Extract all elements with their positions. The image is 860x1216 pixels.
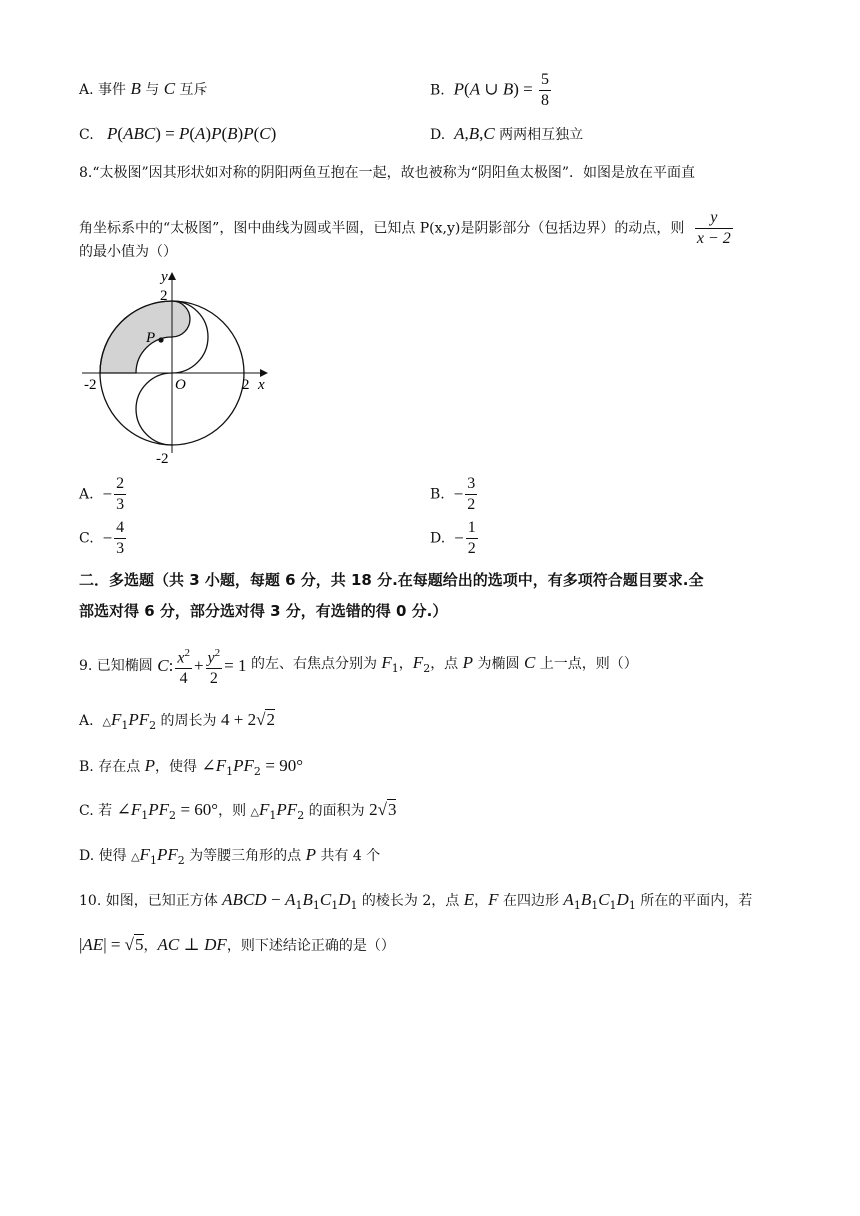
q8-line2: 角坐标系中的“太极图”，图中曲线为圆或半圆，已知点 P(x,y)是阴影部分（包括边界）的动点，则 $\frac{y}{x - 2}$	[79, 209, 731, 247]
q8-fraction: $\frac{y}{x - 2}$	[696, 209, 731, 247]
q8-line3: 的最小值为（）	[79, 244, 177, 260]
section2-heading-line2: 部选对得 6 分，部分选对得 3 分，有选错的得 0 分.）	[79, 602, 448, 620]
q9-option-c: C. 若 $\angle F_1PF_2 = 60^\circ$，则 $\triangle F_1PF_2$ 的面积为 2√3	[79, 800, 397, 822]
q9-option-d: D. 使得 $\triangle F_1PF_2$ 为等腰三角形的点 P 共有 4 个	[79, 845, 381, 867]
q8-option-a: A. − $\frac{2}{3}$	[79, 475, 125, 513]
taiji-figure	[78, 268, 278, 468]
q10-line2: |AE| = √5，AC ⊥ DF，则下述结论正确的是（）	[79, 935, 395, 954]
origin-label: O	[175, 377, 186, 393]
section2-heading-line1: 二．多选题（共 3 小题，每题 6 分，共 18 分.在每题给出的选项中，有多项符合题目要求.全	[79, 571, 704, 589]
q9-stem: 9. 已知椭圆 C: $\frac{x^2}{4}$ + $\frac{y^2}{2}$ = 1 的左、右焦点分别为 $F_1$，$F_2$，点 P 为椭圆 C 上一点，则（）	[79, 643, 638, 689]
tick-top: 2	[160, 288, 168, 304]
q8-option-d: D. − $\frac{1}{2}$	[430, 519, 476, 557]
x-axis-label: x	[258, 377, 265, 393]
q9-frac-y: $\frac{y^2}{2}$	[206, 643, 223, 689]
q7-option-c: C. P(ABC) = P(A)P(B)P(C)	[79, 124, 277, 143]
q10-line1: 10. 如图，已知正方体 ABCD − $A_1B_1C_1D_1$ 的棱长为 2，点 E，F 在四边形 $A_1B_1C_1D_1$ 所在的平面内，若	[79, 890, 753, 912]
tick-bottom: -2	[156, 451, 169, 467]
y-axis-label: y	[161, 269, 168, 285]
tick-right: 2	[242, 377, 250, 393]
q7-option-a: A. 事件 B 与 C 互斥	[79, 79, 208, 98]
q8-line1: 8.“太极图”因其形状如对称的阴阳两鱼互抱在一起，故也被称为“阴阳鱼太极图”．如图是放在平面直	[79, 165, 695, 181]
q7-option-b: B. P(A ∪ B) = $\frac{5}{8}$	[430, 71, 549, 109]
lower-curve	[136, 373, 172, 445]
point-p	[158, 337, 163, 342]
tick-left: -2	[84, 377, 97, 393]
q8-option-b: B. − $\frac{3}{2}$	[430, 475, 476, 513]
q7-b-fraction: $\frac{5}{8}$	[541, 71, 549, 109]
q9-option-b: B. 存在点 P，使得 $\angle F_1PF_2 = 90^\circ$	[79, 756, 303, 778]
q9-option-a: A. $\triangle F_1PF_2$ 的周长为 4 + 2√2	[79, 710, 275, 732]
shaded-region	[100, 301, 190, 373]
q8-option-c: C. − $\frac{4}{3}$	[79, 519, 125, 557]
q9-frac-x: $\frac{x^2}{4}$	[175, 643, 192, 689]
point-p-label: P	[146, 330, 156, 346]
q7-option-d: D. A,B,C 两两相互独立	[430, 124, 584, 143]
